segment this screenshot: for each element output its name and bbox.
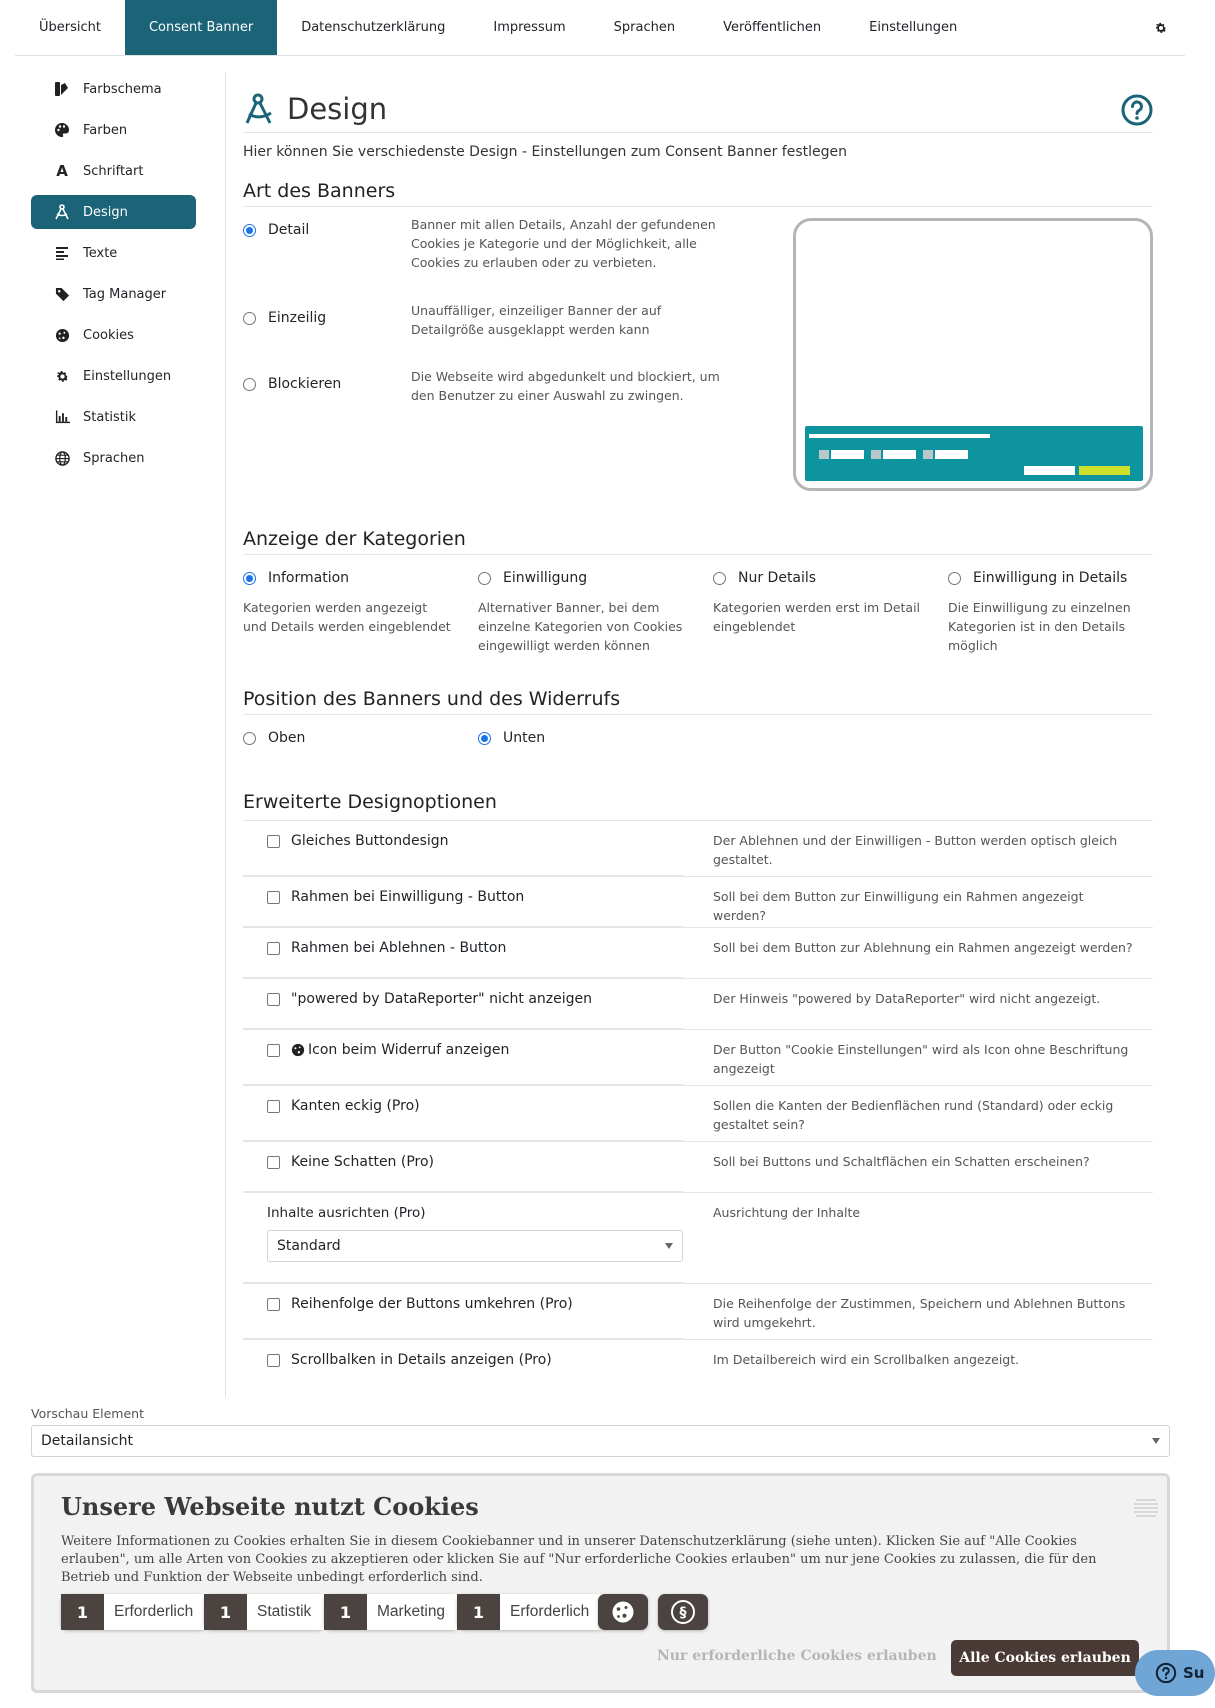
checkbox-kanten-eckig[interactable]: [267, 1098, 420, 1114]
category-label: Erforderlich: [104, 1594, 207, 1630]
cookie-banner-preview: [31, 1473, 1170, 1693]
checkbox-label: Gleiches Buttondesign: [291, 833, 449, 849]
cookie-icon: [611, 1600, 635, 1624]
sidebar-item-label: Statistik: [83, 409, 137, 425]
sidebar-item-farben[interactable]: [31, 113, 196, 147]
decline-cookies-link[interactable]: Nur erforderliche Cookies erlauben: [657, 1648, 937, 1664]
sidebar-item-label: Einstellungen: [83, 368, 172, 384]
tab-uebersicht[interactable]: Übersicht: [39, 20, 101, 35]
cookie-settings-button[interactable]: [598, 1594, 648, 1630]
cookie-icon: [291, 1043, 305, 1057]
page-subtitle: Hier können Sie verschiedenste Design - Einstellungen zum Consent Banner festlegen: [243, 144, 848, 160]
chart-bar-icon: [53, 409, 71, 425]
kat-einwilligung-desc: Alternativer Banner, bei dem einzelne Kategorien von Cookies eingewilligt werden können: [478, 600, 683, 653]
checkbox-keine-schatten[interactable]: [267, 1154, 434, 1170]
settings-gear-button[interactable]: [1137, 0, 1185, 55]
tab-impressum[interactable]: Impressum: [493, 20, 566, 35]
preview-banner-bar: [805, 426, 1143, 481]
option-desc: Soll bei Buttons und Schaltflächen ein Schatten erscheinen?: [713, 1154, 1090, 1169]
option-row: [243, 927, 1153, 978]
sidebar-item-label: Cookies: [83, 327, 134, 343]
category-label: Marketing: [367, 1594, 459, 1630]
option-desc: Die Reihenfolge der Zustimmen, Speichern und Ablehnen Buttons wird umgekehrt.: [713, 1296, 1126, 1330]
sidebar-item-farbschema[interactable]: [31, 72, 196, 106]
option-desc: Der Ablehnen und der Einwilligen - Button werden optisch gleich gestaltet.: [713, 833, 1118, 867]
checkbox-rahmen-einwilligung[interactable]: [267, 889, 524, 905]
preview-element-select[interactable]: [31, 1425, 1170, 1457]
page-title-text: Design: [287, 92, 388, 126]
radio-art-einzeilig[interactable]: [243, 310, 326, 326]
radio-button[interactable]: [243, 224, 256, 237]
cookie-icon: [53, 327, 71, 343]
logo-placeholder-icon: [1132, 1494, 1160, 1522]
compass-icon: [53, 204, 71, 220]
radio-label: Information: [268, 570, 350, 586]
checkbox-powered-by[interactable]: [267, 991, 592, 1007]
compass-icon: [243, 92, 277, 126]
title-divider: [243, 132, 1153, 133]
checkbox-label: Reihenfolge der Buttons umkehren (Pro): [291, 1296, 573, 1312]
cookie-banner-title: Unsere Webseite nutzt Cookies: [61, 1492, 479, 1521]
option-desc: Sollen die Kanten der Bedienflächen rund (Standard) oder eckig gestaltet sein?: [713, 1098, 1114, 1132]
align-select-value: Standard: [277, 1238, 341, 1254]
option-desc: Soll bei dem Button zur Einwilligung ein Rahmen angezeigt werden?: [713, 889, 1084, 923]
radio-label: Einwilligung: [503, 570, 588, 586]
sidebar-item-einstellungen[interactable]: [31, 359, 196, 393]
option-row: [243, 1141, 1153, 1192]
sidebar-item-sprachen[interactable]: [31, 441, 196, 475]
sidebar: [31, 72, 196, 482]
checkbox-gleiches-buttondesign[interactable]: [267, 833, 449, 849]
checkbox-label: Rahmen bei Ablehnen - Button: [291, 940, 507, 956]
section-heading-position: Position des Banners und des Widerrufs: [243, 688, 1153, 715]
section-heading-kategorien: Anzeige der Kategorien: [243, 528, 1153, 555]
checkbox[interactable]: [267, 1100, 280, 1113]
swatch-icon: [53, 81, 71, 97]
checkbox-label: Keine Schatten (Pro): [291, 1154, 435, 1170]
checkbox-icon-widerruf[interactable]: [267, 1042, 509, 1058]
option-desc: Im Detailbereich wird ein Scrollbalken angezeigt.: [713, 1352, 1020, 1367]
radio-art-blockieren[interactable]: [243, 376, 341, 392]
sidebar-item-design[interactable]: [31, 195, 196, 229]
page-title: [243, 92, 387, 126]
option-row: [243, 1085, 1153, 1141]
sidebar-item-label: Tag Manager: [83, 286, 167, 302]
paragraph-icon: [670, 1599, 696, 1625]
checkbox-label: Kanten eckig (Pro): [291, 1098, 420, 1114]
radio-label: Oben: [268, 730, 306, 746]
preview-accept-button: [1079, 466, 1130, 475]
checkbox[interactable]: [267, 1156, 280, 1169]
sidebar-divider: [225, 72, 226, 1397]
preview-element-value: Detailansicht: [41, 1433, 133, 1449]
preview-decline-button: [1024, 466, 1075, 475]
preview-toggle: [871, 450, 881, 459]
radio-button[interactable]: [478, 732, 491, 745]
sidebar-item-statistik[interactable]: [31, 400, 196, 434]
checkbox[interactable]: [267, 1354, 280, 1367]
kat-information-desc: Kategorien werden angezeigt und Details werden eingeblendet: [243, 600, 451, 634]
sidebar-item-label: Sprachen: [83, 450, 145, 466]
sidebar-item-label: Schriftart: [83, 163, 144, 179]
checkbox-label: Icon beim Widerruf anzeigen: [308, 1042, 510, 1058]
sidebar-item-label: Texte: [83, 245, 118, 261]
checkbox[interactable]: [267, 1298, 280, 1311]
checkbox-reihenfolge-umkehren[interactable]: [267, 1296, 573, 1312]
radio-button[interactable]: [478, 572, 491, 585]
cookie-banner-text: Weitere Informationen zu Cookies erhalten Sie in diesem Cookiebanner und in unserer Datenschutzerklärung (siehe unten). Klicken Sie auf "Alle Cookies erlauben", um alle Arten von Cookies zu akzeptieren oder klicken Sie auf "Nur erforderliche Cookies erlauben" um nur jene Cookies zu zulassen, die für den Betrieb und Funktion der Webseite unbedingt erforderlich sind.: [61, 1534, 1097, 1585]
radio-kat-einwilligung-details[interactable]: [948, 570, 1127, 586]
tag-icon: [53, 286, 71, 302]
radio-position-oben[interactable]: [243, 730, 305, 746]
tab-consent-banner[interactable]: Consent Banner: [125, 0, 277, 55]
radio-art-detail[interactable]: [243, 222, 309, 238]
support-button[interactable]: [1135, 1650, 1215, 1696]
sidebar-item-label: Design: [83, 204, 128, 220]
checkbox[interactable]: [267, 891, 280, 904]
option-desc: Der Button "Cookie Einstellungen" wird als Icon ohne Beschriftung angezeigt: [713, 1042, 1129, 1076]
radio-position-unten[interactable]: [478, 730, 545, 746]
checkbox[interactable]: [267, 835, 280, 848]
section-heading-art: Art des Banners: [243, 180, 1153, 207]
category-marketing[interactable]: [324, 1594, 459, 1630]
preview-toggle: [819, 450, 829, 459]
radio-kat-information[interactable]: [243, 570, 349, 586]
chevron-down-icon: [1152, 1438, 1160, 1444]
preview-toggle: [923, 450, 933, 459]
category-label: Erforderlich: [500, 1594, 603, 1630]
checkbox[interactable]: [267, 942, 280, 955]
sidebar-item-label: Farben: [83, 122, 128, 138]
art-blockieren-desc: Die Webseite wird abgedunkelt und blockiert, um den Benutzer zu einer Auswahl zu zwingen.: [411, 369, 720, 403]
sidebar-item-texte[interactable]: [31, 236, 196, 270]
top-navigation: [15, 0, 1185, 56]
option-row: [243, 1283, 1153, 1339]
privacy-policy-button[interactable]: [658, 1594, 708, 1630]
tab-einstellungen[interactable]: Einstellungen: [869, 20, 958, 35]
align-left-icon: [53, 245, 71, 261]
option-desc: Soll bei dem Button zur Ablehnung ein Rahmen angezeigt werden?: [713, 940, 1133, 955]
radio-button[interactable]: [243, 312, 256, 325]
kat-nur-details-desc: Kategorien werden erst im Detail eingeblendet: [713, 600, 921, 634]
sidebar-item-cookies[interactable]: [31, 318, 196, 352]
radio-button[interactable]: [243, 378, 256, 391]
option-row: [243, 1192, 1153, 1283]
font-icon: A: [56, 162, 68, 180]
palette-icon: [53, 122, 71, 138]
option-desc: Der Hinweis "powered by DataReporter" wird nicht angezeigt.: [713, 991, 1101, 1006]
tab-sprachen[interactable]: Sprachen: [613, 20, 676, 35]
category-erforderlich-2[interactable]: [457, 1594, 603, 1630]
radio-button[interactable]: [948, 572, 961, 585]
category-statistik[interactable]: [204, 1594, 325, 1630]
radio-label: Einwilligung in Details: [973, 570, 1128, 586]
option-row: [243, 876, 1153, 927]
radio-kat-einwilligung[interactable]: [478, 570, 587, 586]
tab-veroeffentlichen[interactable]: Veröffentlichen: [723, 20, 822, 35]
checkbox-label: "powered by DataReporter" nicht anzeigen: [291, 991, 593, 1007]
tab-datenschutzerklaerung[interactable]: Datenschutzerklärung: [301, 20, 446, 35]
gear-icon: [1154, 21, 1168, 35]
preview-label: [935, 450, 968, 459]
radio-label: Nur Details: [738, 570, 817, 586]
accept-all-cookies-button[interactable]: Alle Cookies erlauben: [951, 1640, 1139, 1676]
option-desc: Ausrichtung der Inhalte: [713, 1205, 861, 1220]
sidebar-item-label: Farbschema: [83, 81, 162, 97]
banner-preview: [793, 218, 1153, 491]
category-count: 1: [204, 1594, 247, 1630]
art-einzeilig-desc: Unauffälliger, einzeiliger Banner der auf Detailgröße ausgeklappt werden kann: [411, 303, 662, 337]
sidebar-item-tag-manager[interactable]: [31, 277, 196, 311]
radio-button[interactable]: [243, 572, 256, 585]
section-heading-erweitert: Erweiterte Designoptionen: [243, 791, 497, 813]
checkbox-label: Rahmen bei Einwilligung - Button: [291, 889, 525, 905]
option-row: [243, 1029, 1153, 1085]
support-label: Su: [1183, 1664, 1205, 1682]
radio-button[interactable]: [243, 732, 256, 745]
option-row: [243, 978, 1153, 1029]
radio-label: Einzeilig: [268, 310, 327, 326]
align-select[interactable]: [267, 1230, 683, 1262]
align-label: Inhalte ausrichten (Pro): [267, 1205, 426, 1221]
art-detail-desc: Banner mit allen Details, Anzahl der gefundenen Cookies je Kategorie und der Möglichkeit, alle Cookies zu erlauben oder zu verbieten.: [411, 217, 716, 270]
svg-text:§: §: [679, 1605, 687, 1621]
checkbox-scrollbalken[interactable]: [267, 1352, 552, 1368]
radio-label: Detail: [268, 222, 310, 238]
help-icon: [1155, 1662, 1177, 1684]
category-count: 1: [457, 1594, 500, 1630]
preview-text-line: [809, 434, 990, 438]
radio-label: Blockieren: [268, 376, 342, 392]
kat-einwilligung-details-desc: Die Einwilligung zu einzelnen Kategorien ist in den Details möglich: [948, 600, 1131, 653]
checkbox[interactable]: [267, 1044, 280, 1057]
radio-kat-nur-details[interactable]: [713, 570, 816, 586]
help-icon[interactable]: [1121, 94, 1153, 126]
category-count: 1: [61, 1594, 104, 1630]
category-erforderlich[interactable]: [61, 1594, 207, 1630]
preview-label: [883, 450, 916, 459]
option-row: [243, 820, 1153, 876]
checkbox[interactable]: [267, 993, 280, 1006]
checkbox-label: Scrollbalken in Details anzeigen (Pro): [291, 1352, 552, 1368]
gear-icon: [53, 368, 71, 384]
option-row: [243, 1339, 1153, 1387]
preview-element-label: Vorschau Element: [31, 1406, 144, 1421]
sidebar-item-schriftart[interactable]: [31, 154, 196, 188]
radio-label: Unten: [503, 730, 546, 746]
category-count: 1: [324, 1594, 367, 1630]
category-label: Statistik: [247, 1594, 325, 1630]
checkbox-rahmen-ablehnen[interactable]: [267, 940, 506, 956]
radio-button[interactable]: [713, 572, 726, 585]
chevron-down-icon: [665, 1243, 673, 1249]
globe-icon: [53, 450, 71, 466]
preview-label: [831, 450, 864, 459]
